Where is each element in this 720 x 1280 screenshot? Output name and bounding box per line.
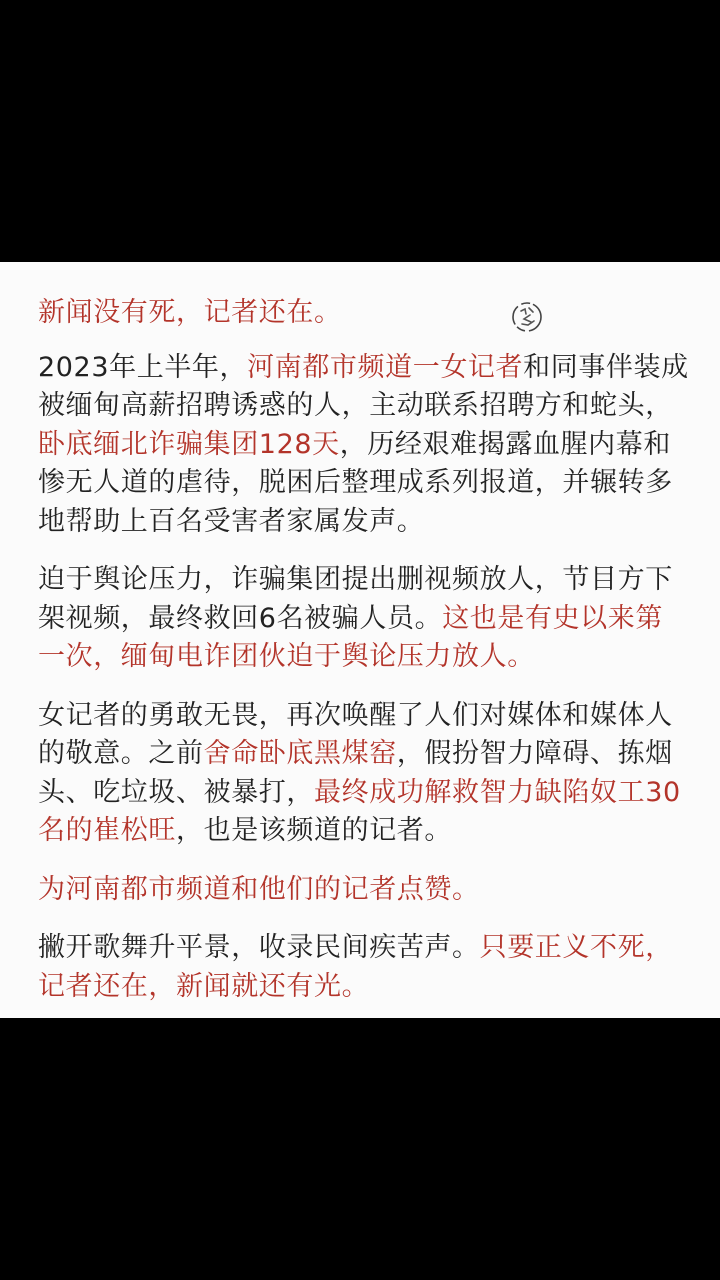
bottom-black-bar xyxy=(0,1018,720,1280)
body-text: 迫于舆论压力，诈骗集团提出删视频放人，节目方下架视频，最终救回6名被骗人员。 xyxy=(38,564,673,634)
body-text: 女记者的勇敢无畏，再次唤醒了人们对媒体和媒体人的敬意。之前 xyxy=(38,699,673,769)
body-text: 和同事伴装成被缅甸高薪招聘诱惑的人，主动联系招聘方和蛇头， xyxy=(38,351,689,421)
body-text: 撇开歌舞升平景，收录民间疾苦声。 xyxy=(38,932,480,963)
article-paragraph xyxy=(38,349,690,542)
headline: 新闻没有死，记者还在。 xyxy=(38,297,342,328)
text-card xyxy=(0,262,720,1018)
body-text: ，也是该频道的记者。 xyxy=(176,815,452,846)
highlighted-text: 河南都市频道一女记者 xyxy=(247,351,524,383)
highlighted-text: 舍命卧底黑煤窑 xyxy=(203,738,397,769)
body-text: ，假扮智力障碍、拣烟头、吃垃圾、被暴打， xyxy=(38,738,673,808)
highlighted-text: 这也是有史以来第一次，缅甸电诈团伙迫于舆论压力放人。 xyxy=(38,602,663,672)
highlighted-text: 卧底缅北诈骗集团128天 xyxy=(38,428,340,460)
article-paragraph xyxy=(38,561,690,677)
body-text: ，历经艰难揭露血腥内幕和惨无人道的虐待，脱困后整理成系列报道，并辗转多地帮助上百名受害者家属发声。 xyxy=(38,428,673,537)
body-text: 2023年上半年， xyxy=(38,351,248,383)
article-paragraph xyxy=(38,929,690,1006)
top-black-bar xyxy=(0,0,720,262)
article-paragraph xyxy=(38,871,690,910)
highlighted-text: 最终成功解救智力缺陷奴工30名的崔松旺 xyxy=(38,776,681,846)
article-paragraph xyxy=(38,697,690,851)
article-body xyxy=(38,349,690,1007)
highlighted-text: 只要正义不死，记者还在，新闻就还有光。 xyxy=(38,932,673,1002)
ink-seal-icon xyxy=(510,300,544,334)
highlighted-text: 为河南都市频道和他们的记者点赞。 xyxy=(38,873,480,905)
